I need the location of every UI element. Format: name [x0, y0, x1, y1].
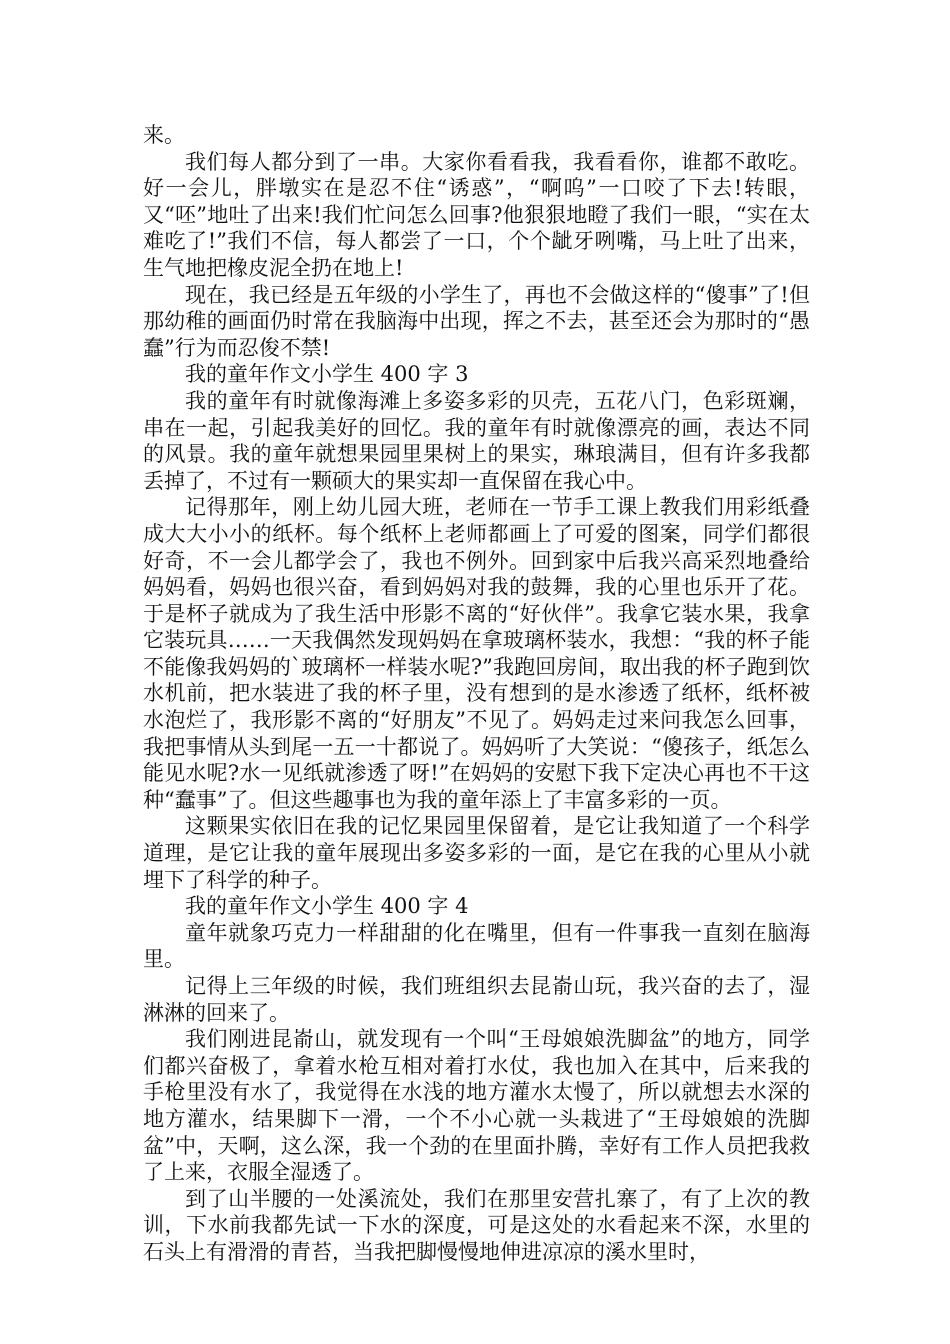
document-body: [143, 122, 810, 1266]
paragraph: 这颗果实依旧在我的记忆果园里保留着，是它让我知道了一个科学道理，是它让我的童年展现出多姿多彩的一面，是它在我的心里从小就埋下了科学的种子。: [143, 814, 810, 892]
paragraph: 记得那年，刚上幼儿园大班，老师在一节手工课上教我们用彩纸叠成大大小小的纸杯。每个纸杯上老师都画上了可爱的图案，同学们都很好奇，不一会儿都学会了，我也不例外。回到家中后我兴高采烈地叠给妈妈看，妈妈也很兴奋，看到妈妈对我的鼓舞，我的心里也乐开了花。于是杯子就成为了我生活中形影不离的“好伙伴”。我拿它装水果，我拿它装玩具……一天我偶然发现妈妈在拿玻璃杯装水，我想：“我的杯子能不能像我妈妈的`玻璃杯一样装水呢?”我跑回房间，取出我的杯子跑到饮水机前，把水装进了我的杯子里，没有想到的是水渗透了纸杯，纸杯被水泡烂了，我形影不离的“好朋友”不见了。妈妈走过来问我怎么回事，我把事情从头到尾一五一十都说了。妈妈听了大笑说：“傻孩子，纸怎么能见水呢?水一见纸就渗透了呀!”在妈妈的安慰下我下定决心再也不干这种“蠢事”了。但这些趣事也为我的童年添上了丰富多彩的一页。: [143, 495, 810, 812]
paragraph: 我们刚进昆嵛山，就发现有一个叫“王母娘娘洗脚盆”的地方，同学们都兴奋极了，拿着水枪互相对着打水仗，我也加入在其中，后来我的手枪里没有水了，我觉得在水浅的地方灌水太慢了，所以就想去水深的地方灌水，结果脚下一滑，一个不小心就一头栽进了“王母娘娘的洗脚盆”中，天啊，这么深，我一个劲的在里面扑腾，幸好有工作人员把我救了上来，衣服全湿透了。: [143, 1027, 810, 1185]
paragraph: 我们每人都分到了一串。大家你看看我，我看看你，谁都不敢吃。好一会儿，胖墩实在是忍不住“诱惑”，“啊呜”一口咬了下去!转眼，又“呸”地吐了出来!我们忙问怎么回事?他狠狠地瞪了我们一眼，“实在太难吃了!”我们不信，每人都尝了一口，个个龇牙咧嘴，马上吐了出来，生气地把橡皮泥全扔在地上!: [143, 149, 810, 280]
paragraph: 童年就象巧克力一样甜甜的化在嘴里，但有一件事我一直刻在脑海里。: [143, 920, 810, 972]
paragraph: 记得上三年级的时候，我们班组织去昆嵛山玩，我兴奋的去了，湿淋淋的回来了。: [143, 974, 810, 1025]
paragraph: 来。: [143, 123, 185, 147]
section-heading: 我的童年作文小学生 400 字 3: [185, 362, 469, 387]
paragraph: 我的童年有时就像海滩上多姿多彩的贝壳，五花八门，色彩斑斓，串在一起，引起我美好的回忆。我的童年有时就像漂亮的画，表达不同的风景。我的童年就想果园里果树上的果实，琳琅满目，但有许多我都丢掉了，不过有一颗硕大的果实却一直保留在我心中。: [143, 388, 810, 493]
section-heading: 我的童年作文小学生 400 字 4: [185, 894, 469, 919]
paragraph: 到了山半腰的一处溪流处，我们在那里安营扎寨了，有了上次的教训，下水前我都先试一下水的深度，可是这处的水看起来不深，水里的石头上有滑滑的青苔，当我把脚慢慢地伸进凉凉的溪水里时，: [143, 1186, 810, 1264]
paragraph: 现在，我已经是五年级的小学生了，再也不会做这样的“傻事”了!但那幼稚的画面仍时常在我脑海中出现，挥之不去，甚至还会为那时的“愚蠢”行为而忍俊不禁!: [143, 282, 810, 360]
